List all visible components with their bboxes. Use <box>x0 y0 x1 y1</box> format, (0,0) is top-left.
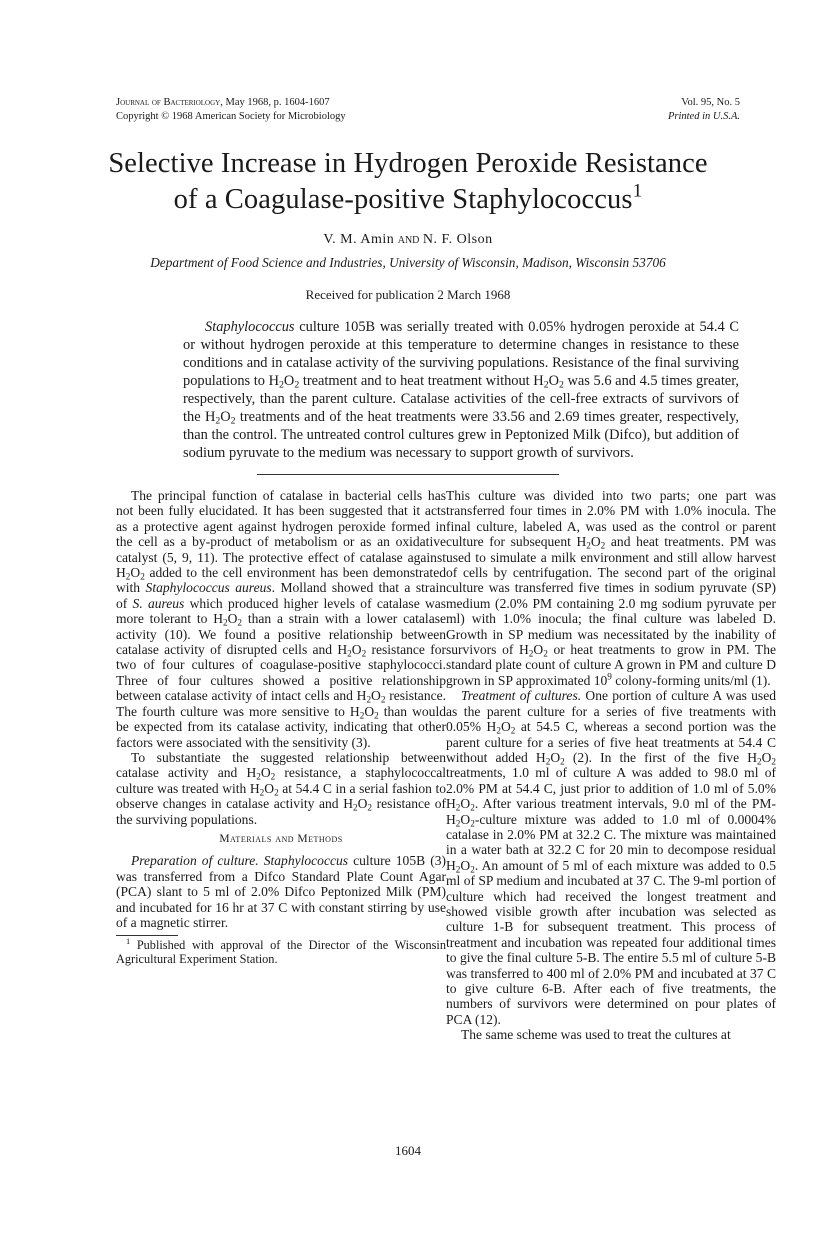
author-2: N. F. Olson <box>422 232 493 247</box>
footnote-rule <box>116 935 178 936</box>
title-footnote-mark: 1 <box>632 180 643 202</box>
footnote: $^1$ Published with approval of the Director of the Wisconsin Agricultural Experiment Station. <box>116 937 446 967</box>
abstract: Staphylococcus culture 105B was serially treated with 0.05% hydrogen peroxide at 54.4 C or without hydrogen peroxide at this temperature to determine changes in resistance to these conditions and in catalase activity of the surviving populations. Resistance of the final surviving populations to $H_2O_2$ treatment and to heat treatment without $H_2O_2$ was 5.6 and 4.5 times greater, respectively, than the parent culture. Catalase activities of the cell-free extracts of survivors of the $H_2O_2$ treatments and of the heat treatments were 33.56 and 2.69 times greater, respectively, than the control. The untreated control cultures grew in Peptonized Milk (Difco), but addition of sodium pyruvate to the medium was necessary to support growth of survivors. <box>183 319 740 461</box>
right-column <box>446 488 776 1043</box>
methods-paragraph-1-continued: This culture was divided into two parts; one part was transferred four times in 2.0% PM with 1.0% inocula. The final culture, labeled A, was used as the control or parent culture for subsequent $H_2O_2$ and heat treatments. PM was used to simulate a milk environment and still allow harvest of cells by centrifugation. The second part of the original culture was transferred five times in sodium pyruvate (SP) medium (2.0% PM containing 2.0 mg sodium pyruvate per ml) with 1.0% inocula; the final culture was labeled D. Growth in SP medium was necessitated by the inability of survivors of $H_2O_2$ or heat treatments to grow in PM. The standard plate count of culture A grown in PM and culture D grown in SP approximated $10^9$ colony-forming units/ml (1). <box>446 488 776 688</box>
received-date: Received for publication 2 March 1968 <box>305 287 511 302</box>
author-1: V. M. Amin <box>323 232 395 247</box>
page-number: 1604 <box>395 1143 421 1158</box>
title-line-2: of a Coagulase-positive Staphylococcus$^1$ <box>173 180 643 215</box>
authors: V. M. Amin and N. F. Olson <box>323 232 493 247</box>
intro-paragraph-1: The principal function of catalase in bacterial cells has not been fully elucidated. It has been suggested that it acts as a protective agent against hydrogen peroxide formed in the cell as a by-product of metabolism or as an oxidative catalyst (5, 9, 11). The protective effect of catalase against $H_2O_2$ added to the cell environment has been demonstrated with Staphylococcus aureus. Molland showed that a strain of S. aureus which produced higher levels of catalase was more tolerant to $H_2O_2$ than a strain with a lower catalase activity (10). We found a positive relationship between catalase activity of disrupted cells and $H_2O_2$ resistance for two of four cultures of coagulase-positive staphylococci. Three of four cultures showed a positive relationship between catalase activity of intact cells and $H_2O_2$ resistance. The fourth culture was more sensitive to $H_2O_2$ than would be expected from its catalase activity, indicating that other factors were associated with the sensitivity (3). <box>116 488 447 750</box>
affiliation: Department of Food Science and Industries, University of Wisconsin, Madison, Wisconsin 53706 <box>150 255 666 270</box>
left-column <box>116 488 446 966</box>
volume-info <box>600 96 740 124</box>
methods-paragraph-3: The same scheme was used to treat the cultures at <box>461 1027 731 1043</box>
section-divider <box>257 474 559 475</box>
methods-paragraph-2: Treatment of cultures. One portion of culture A was used as the parent culture for a series of five treatments with 0.05% $H_2O_2$ at 54.5 C, whereas a second portion was the parent culture for a series of five heat treatments at 54.4 C without added $H_2O_2$ (2). In the first of the five $H_2O_2$ treatments, 1.0 ml of culture A was added to 98.0 ml of 2.0% PM at 54.4 C, just prior to addition of 1.0 ml of 5.0% $H_2O_2$. After various treatment intervals, 9.0 ml of the $PM-H_2O_2$-culture mixture was added to 1.0 ml of 0.0004% catalase in 2.0% PM at 32.2 C. The mixture was maintained in a water bath at 32.2 C for 20 min to decompose residual $H_2O_2$. An amount of 5 ml of each mixture was added to 0.5 ml of SP medium and incubated at 37 C. The 9-ml portion of culture which had received the longest treatment and showed visible growth after incubation was selected as culture 1-B for subsequent treatment. This process of treatment and incubation was repeated four additional times to give the final culture 5-B. The entire 5.5 ml of culture 5-B was transferred to 400 ml of 2.0% PM and incubated at 37 C to give culture 6-B. After each of five treatments, the numbers of survivors were determined on pour plates of PCA (12). <box>446 688 776 1027</box>
title-line-1: Selective Increase in Hydrogen Peroxide Resistance <box>108 148 708 179</box>
section-heading-methods: Materials and Methods <box>219 832 343 845</box>
printed-location: Printed in U.S.A. <box>667 111 740 122</box>
article-title <box>60 146 756 218</box>
methods-paragraph-1: Preparation of culture. Staphylococcus culture 105B (3) was transferred from a Difco Standard Plate Count Agar (PCA) slant to 5 ml of 2.0% Difco Peptonized Milk (PM) and incubated for 16 hr at 37 C with constant stirring by use of a magnetic stirrer. <box>116 853 446 930</box>
journal-citation: Journal of Bacteriology, May 1968, p. 1604-1607 <box>116 97 330 108</box>
intro-paragraph-2: To substantiate the suggested relationship between catalase activity and $H_2O_2$ resistance, a staphylococcal culture was treated with $H_2O_2$ at 54.4 C in a serial fashion to observe changes in catalase activity and $H_2O_2$ resistance of the surviving populations. <box>116 749 446 827</box>
copyright: Copyright © 1968 American Society for Microbiology <box>116 111 346 122</box>
volume-number: Vol. 95, No. 5 <box>681 97 740 108</box>
journal-header <box>116 96 446 124</box>
